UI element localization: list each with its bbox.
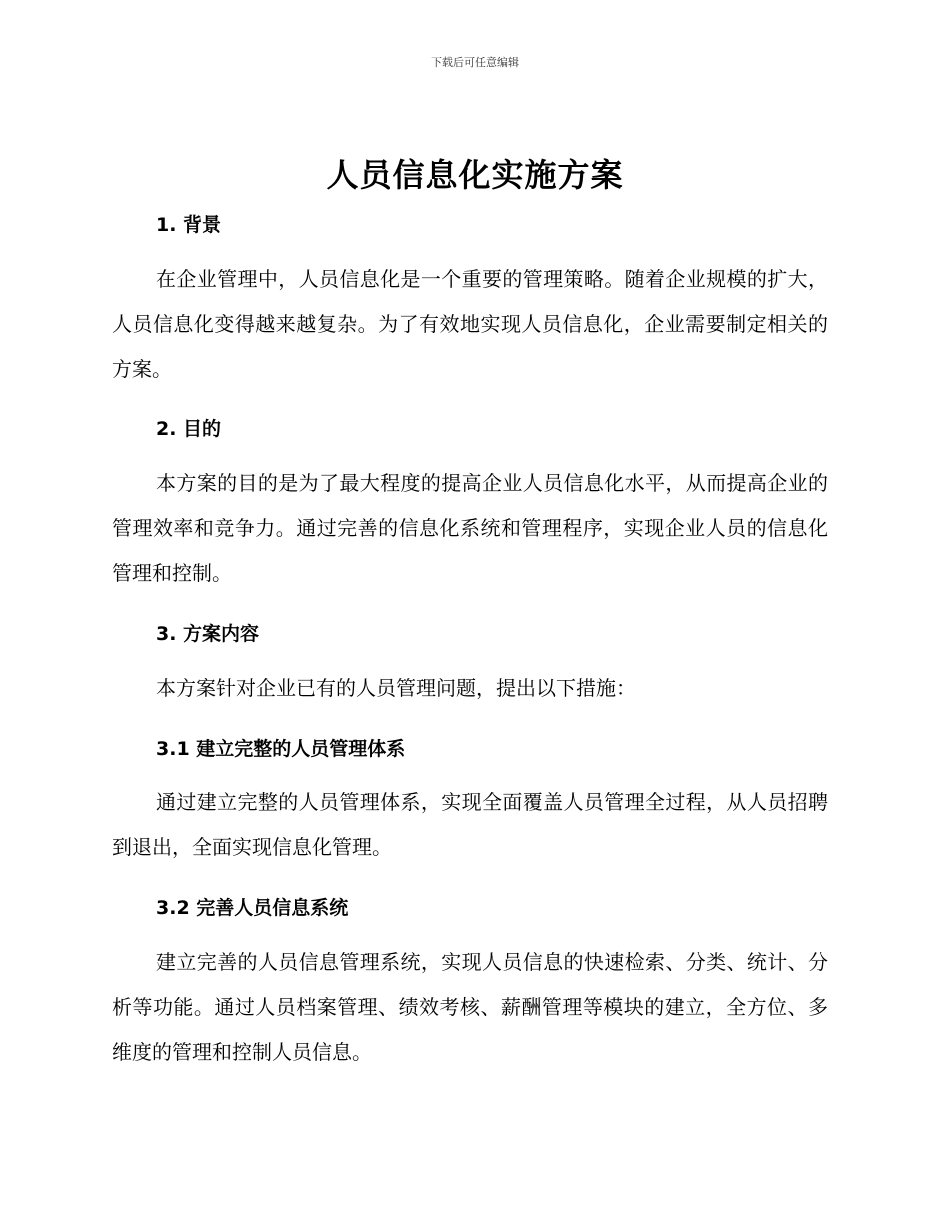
section-heading-background: 1. 背景 [156,214,222,236]
section-paragraph-3-1: 通过建立完整的人员管理体系，实现全面覆盖人员管理全过程，从人员招聘到退出，全面实现信息化管理。 [112,790,828,859]
page-header-note: 下载后可任意编辑 [431,56,519,69]
document-title: 人员信息化实施方案 [326,156,624,194]
section-heading-purpose: 2. 目的 [156,418,222,440]
section-paragraph-purpose: 本方案的目的是为了最大程度的提高企业人员信息化水平，从而提高企业的管理效率和竞争力。通过完善的信息化系统和管理程序，实现企业人员的信息化管理和控制。 [112,471,828,585]
section-paragraph-background: 在企业管理中，人员信息化是一个重要的管理策略。随着企业规模的扩大，人员信息化变得越来越复杂。为了有效地实现人员信息化，企业需要制定相关的方案。 [112,267,828,381]
section-paragraph-content: 本方案针对企业已有的人员管理问题，提出以下措施： [156,676,636,700]
section-heading-3-1: 3.1 建立完整的人员管理体系 [156,738,406,760]
section-paragraph-3-2: 建立完善的人员信息管理系统，实现人员信息的快速检索、分类、统计、分析等功能。通过人员档案管理、绩效考核、薪酬管理等模块的建立，全方位、多维度的管理和控制人员信息。 [112,950,828,1064]
section-heading-3-2: 3.2 完善人员信息系统 [156,897,349,919]
section-heading-content: 3. 方案内容 [156,623,260,645]
